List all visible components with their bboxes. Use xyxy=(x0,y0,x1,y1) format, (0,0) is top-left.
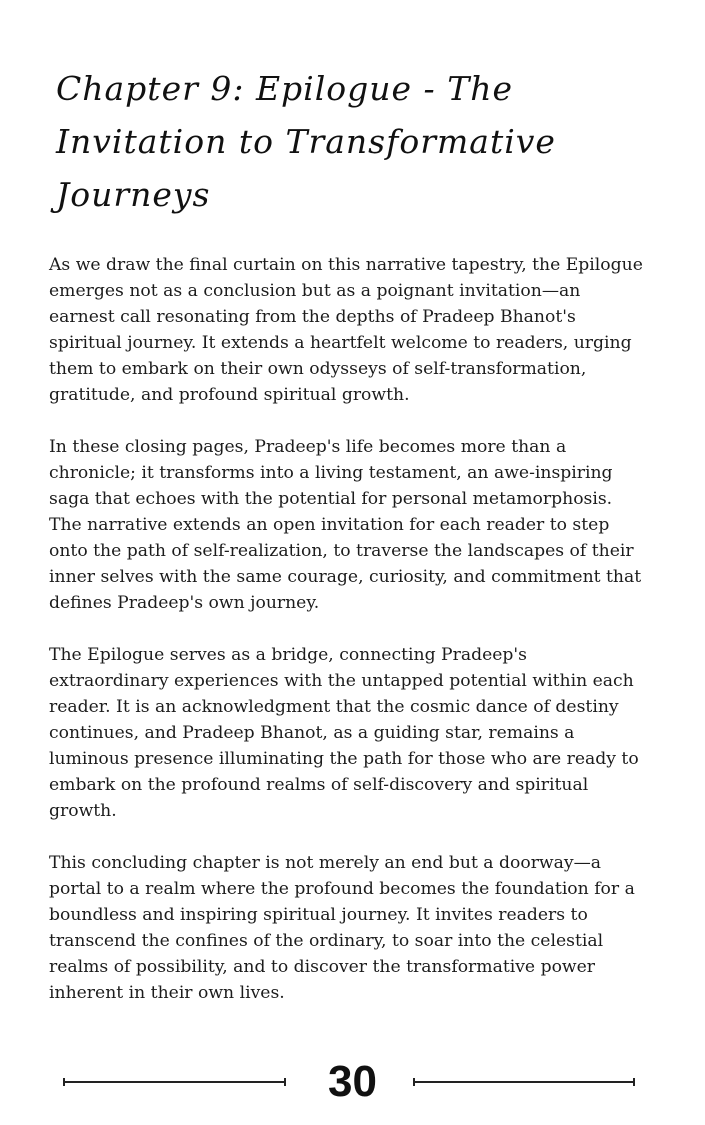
paragraph: The Epilogue serves as a bridge, connecting Pradeep's extraordinary experiences with the untapped potential within each reader. It is an acknowledgment that the cosmic dance of destiny continues, and Pradeep Bhanot, as a guiding star, remains a luminous presence illuminating the path for those who are ready to embark on the profound realms of self-discovery and spiritual growth. xyxy=(49,645,639,821)
paragraph: In these closing pages, Pradeep's life becomes more than a chronicle; it transforms into a living testament, an awe-inspiring saga that echoes with the potential for personal metamorphosis. The narrative extends an open invitation for each reader to step onto the path of self-realization, to traverse the landscapes of their inner selves with the same courage, curiosity, and commitment that defines Pradeep's own journey. xyxy=(49,437,642,613)
page-number: 30 xyxy=(328,1057,377,1106)
chapter-title: Chapter 9: Epilogue - The Invitation to Transformative Journeys xyxy=(56,69,556,214)
chapter-body xyxy=(49,252,649,1032)
paragraph: This concluding chapter is not merely an end but a doorway—a portal to a realm where the profound becomes the foundation for a boundless and inspiring spiritual journey. It invites readers to transcend the confines of the ordinary, to soar into the celestial realms of possibility, and to discover the transformative power inherent in their own lives. xyxy=(49,853,635,1003)
paragraph: As we draw the final curtain on this narrative tapestry, the Epilogue emerges not as a conclusion but as a poignant invitation—an earnest call resonating from the depths of Pradeep Bhanot's spiritual journey. It extends a heartfelt welcome to readers, urging them to embark on their own odysseys of self-transformation, gratitude, and profound spiritual growth. xyxy=(49,255,643,405)
footer-rule-left xyxy=(63,1081,286,1083)
footer-rule-right xyxy=(413,1081,635,1083)
page-footer xyxy=(0,1055,705,1110)
